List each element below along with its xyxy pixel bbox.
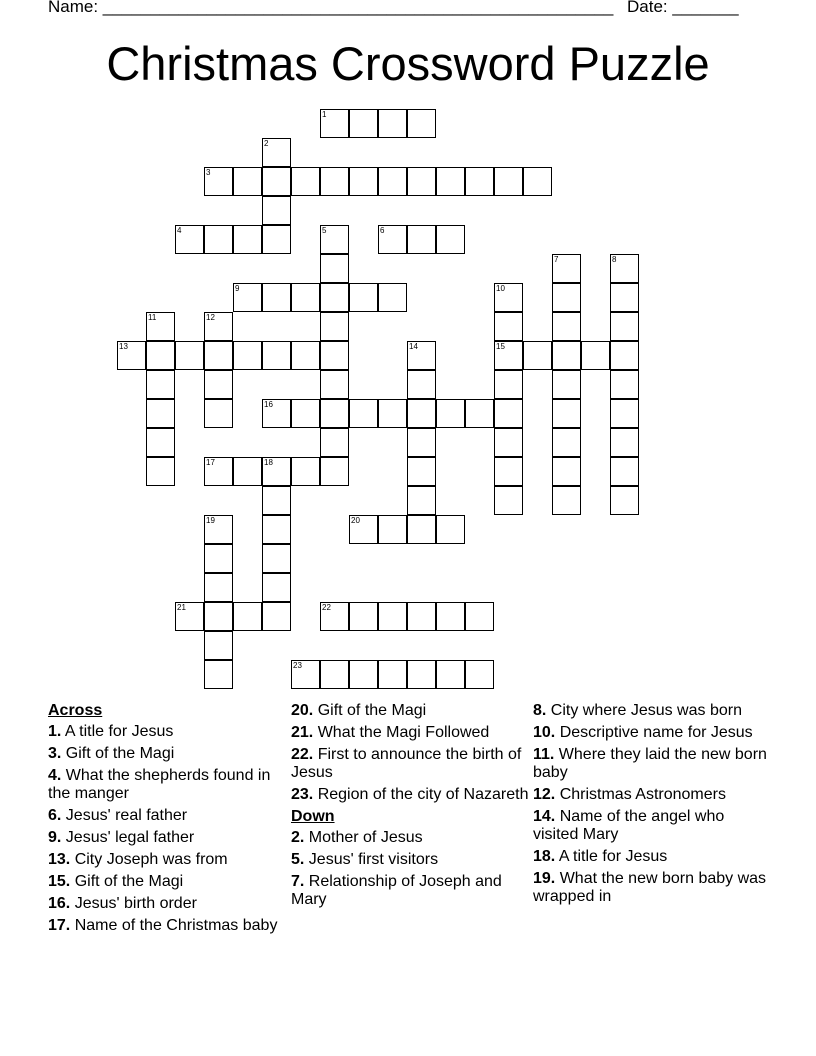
grid-cell[interactable] [320,457,349,486]
grid-cell[interactable] [407,602,436,631]
clue-item-number: 5. [291,851,305,868]
grid-cell[interactable] [291,283,320,312]
grid-cell[interactable] [291,399,320,428]
grid-cell[interactable] [378,602,407,631]
grid-cell[interactable] [320,428,349,457]
grid-cell[interactable] [436,225,465,254]
clue-number: 9 [235,284,240,293]
clue-item-text: What the shepherds found in the manger [48,767,271,802]
grid-cell[interactable] [204,399,233,428]
grid-cell[interactable] [407,167,436,196]
grid-cell[interactable] [320,167,349,196]
clue-item-text: Name of the Christmas baby [70,917,278,934]
clue-item [48,917,288,935]
clue-item-text: First to announce the birth of Jesus [291,746,522,781]
grid-cell[interactable] [581,341,610,370]
clue-item [48,723,288,741]
grid-cell[interactable] [610,341,639,370]
clue-item-text: City where Jesus was born [546,702,742,719]
clue-item-text: City Joseph was from [70,851,228,868]
clue-item-number: 16. [48,895,71,912]
grid-cell[interactable] [378,399,407,428]
grid-cell[interactable] [262,515,291,544]
grid-cell[interactable] [175,225,204,254]
clue-item [291,829,531,847]
clue-item [48,745,288,763]
grid-cell[interactable] [407,486,436,515]
clue-item-number: 21. [291,724,314,741]
clue-item-text: Jesus' first visitors [304,851,439,868]
grid-cell[interactable] [262,341,291,370]
grid-cell[interactable] [378,283,407,312]
grid-cell[interactable] [204,312,233,341]
clue-item-text: Relationship of Joseph and Mary [291,873,502,908]
grid-cell[interactable] [349,660,378,689]
grid-cell[interactable] [494,370,523,399]
down-clue-list-continued [533,702,773,906]
grid-cell[interactable] [320,399,349,428]
name-field-label: Name: ______________________________________________________ [48,0,614,16]
clue-item-text: Region of the city of Nazareth [313,786,529,803]
grid-cell[interactable] [320,341,349,370]
grid-cell[interactable] [610,428,639,457]
clue-number: 16 [264,400,273,409]
grid-cell[interactable] [262,457,291,486]
grid-cell[interactable] [552,312,581,341]
clues-column-1 [48,702,288,939]
grid-cell[interactable] [349,602,378,631]
clue-item [291,746,531,782]
grid-cell[interactable] [204,167,233,196]
grid-cell[interactable] [233,341,262,370]
grid-cell[interactable] [320,602,349,631]
grid-cell[interactable] [146,428,175,457]
grid-cell[interactable] [233,225,262,254]
grid-cell[interactable] [465,602,494,631]
grid-cell[interactable] [494,399,523,428]
clue-number: 8 [612,255,617,264]
grid-cell[interactable] [436,167,465,196]
clue-item-text: Jesus' legal father [61,829,195,846]
clue-item-number: 18. [533,848,556,865]
clue-number: 15 [496,342,505,351]
grid-cell[interactable] [204,573,233,602]
clue-number: 7 [554,255,559,264]
clue-item-text: Christmas Astronomers [555,786,726,803]
grid-cell[interactable] [407,370,436,399]
grid-cell[interactable] [262,167,291,196]
across-heading: Across [48,702,103,719]
grid-cell[interactable] [378,225,407,254]
clue-item [533,746,773,782]
grid-cell[interactable] [175,341,204,370]
clue-item [533,808,773,844]
grid-cell[interactable] [378,660,407,689]
grid-cell[interactable] [552,428,581,457]
grid-cell[interactable] [349,283,378,312]
grid-cell[interactable] [349,399,378,428]
grid-cell[interactable] [146,341,175,370]
clue-number: 23 [293,661,302,670]
grid-cell[interactable] [407,109,436,138]
clue-item-number: 17. [48,917,71,934]
clue-item [48,807,288,825]
clue-item-number: 3. [48,745,62,762]
grid-cell[interactable] [204,457,233,486]
clue-item [48,895,288,913]
grid-cell[interactable] [262,544,291,573]
grid-cell[interactable] [233,167,262,196]
grid-cell[interactable] [204,370,233,399]
grid-cell[interactable] [610,283,639,312]
grid-cell[interactable] [552,399,581,428]
clue-item-text: Name of the angel who visited Mary [533,808,725,843]
grid-cell[interactable] [407,457,436,486]
clue-number: 22 [322,603,331,612]
grid-cell[interactable] [320,370,349,399]
grid-cell[interactable] [175,602,204,631]
clue-item [533,786,773,804]
clue-number: 4 [177,226,182,235]
clue-item [291,851,531,869]
grid-cell[interactable] [610,312,639,341]
clue-item-number: 12. [533,786,556,803]
clue-number: 13 [119,342,128,351]
clue-item-number: 10. [533,724,556,741]
grid-cell[interactable] [465,167,494,196]
clue-number: 10 [496,284,505,293]
grid-cell[interactable] [291,341,320,370]
clue-item [48,873,288,891]
clue-item-number: 6. [48,807,62,824]
grid-cell[interactable] [204,544,233,573]
grid-cell[interactable] [436,399,465,428]
clue-number: 1 [322,110,327,119]
clue-item [48,767,288,803]
grid-cell[interactable] [320,225,349,254]
grid-cell[interactable] [233,602,262,631]
grid-cell[interactable] [262,225,291,254]
grid-cell[interactable] [204,341,233,370]
grid-cell[interactable] [146,399,175,428]
grid-cell[interactable] [262,602,291,631]
grid-cell[interactable] [233,283,262,312]
grid-cell[interactable] [204,602,233,631]
grid-cell[interactable] [494,167,523,196]
clue-item-text: What the new born baby was wrapped in [533,870,767,905]
grid-cell[interactable] [523,167,552,196]
down-clue-list [291,829,531,909]
grid-cell[interactable] [552,370,581,399]
grid-cell[interactable] [407,341,436,370]
grid-cell[interactable] [610,370,639,399]
clue-item-number: 7. [291,873,305,890]
grid-cell[interactable] [465,660,494,689]
clue-item-text: Gift of the Magi [70,873,184,890]
grid-cell[interactable] [262,138,291,167]
clue-item-number: 11. [533,746,555,763]
grid-cell[interactable] [494,283,523,312]
clue-number: 20 [351,516,360,525]
grid-cell[interactable] [204,515,233,544]
clue-item [533,848,773,866]
grid-cell[interactable] [291,660,320,689]
grid-cell[interactable] [552,254,581,283]
grid-cell[interactable] [494,457,523,486]
clue-item-text: A title for Jesus [555,848,668,865]
grid-cell[interactable] [610,457,639,486]
grid-cell[interactable] [494,341,523,370]
clue-item-number: 1. [48,723,62,740]
clue-item [533,870,773,906]
grid-cell[interactable] [204,631,233,660]
date-field-label: Date: _______ [627,0,739,16]
clue-number: 18 [264,458,273,467]
grid-cell[interactable] [146,457,175,486]
clue-item-number: 9. [48,829,62,846]
grid-cell[interactable] [291,457,320,486]
grid-cell[interactable] [262,486,291,515]
clue-number: 17 [206,458,215,467]
clue-item-text: Where they laid the new born baby [533,746,767,781]
grid-cell[interactable] [436,660,465,689]
grid-cell[interactable] [262,196,291,225]
grid-cell[interactable] [204,660,233,689]
clue-number: 6 [380,226,385,235]
grid-cell[interactable] [407,515,436,544]
clue-item-number: 23. [291,786,314,803]
clue-number: 11 [148,313,157,322]
grid-cell[interactable] [494,428,523,457]
grid-cell[interactable] [494,312,523,341]
grid-cell[interactable] [407,225,436,254]
clue-item-number: 13. [48,851,71,868]
clue-item-text: Gift of the Magi [61,745,175,762]
grid-cell[interactable] [552,283,581,312]
grid-cell[interactable] [494,486,523,515]
grid-cell[interactable] [320,109,349,138]
clue-item-number: 2. [291,829,305,846]
clue-item-number: 22. [291,746,314,763]
clue-number: 2 [264,139,269,148]
grid-cell[interactable] [117,341,146,370]
clue-item [291,873,531,909]
grid-cell[interactable] [320,254,349,283]
grid-cell[interactable] [378,109,407,138]
grid-cell[interactable] [610,486,639,515]
grid-cell[interactable] [378,167,407,196]
grid-cell[interactable] [552,486,581,515]
clue-item-number: 15. [48,873,71,890]
grid-cell[interactable] [320,660,349,689]
clue-number: 12 [206,313,215,322]
grid-cell[interactable] [465,399,494,428]
clue-number: 21 [177,603,186,612]
grid-cell[interactable] [233,457,262,486]
clue-item-text: What the Magi Followed [313,724,490,741]
clue-item-text: Jesus' real father [61,807,188,824]
clue-item-number: 8. [533,702,547,719]
clues-column-3 [533,702,773,910]
clue-item-number: 4. [48,767,62,784]
grid-cell[interactable] [320,312,349,341]
clue-number: 5 [322,226,327,235]
clue-item-text: Descriptive name for Jesus [555,724,753,741]
clue-item [533,724,773,742]
page-title: Christmas Crossword Puzzle [106,37,710,90]
grid-cell[interactable] [610,254,639,283]
clue-item [291,702,531,720]
clue-number: 14 [409,342,418,351]
clue-number: 19 [206,516,215,525]
clue-number: 3 [206,168,211,177]
grid-cell[interactable] [146,312,175,341]
grid-cell[interactable] [407,399,436,428]
clue-item-text: Jesus' birth order [70,895,197,912]
clue-item-text: Mother of Jesus [304,829,423,846]
grid-cell[interactable] [552,457,581,486]
grid-cell[interactable] [262,283,291,312]
grid-cell[interactable] [204,225,233,254]
clue-item [48,851,288,869]
clue-item-number: 14. [533,808,556,825]
across-clue-list [48,723,288,935]
grid-cell[interactable] [349,109,378,138]
clue-item [48,829,288,847]
clue-item-number: 20. [291,702,314,719]
grid-cell[interactable] [146,370,175,399]
across-clue-list-continued [291,702,531,804]
grid-cell[interactable] [552,341,581,370]
clue-item-text: A title for Jesus [61,723,174,740]
clue-item [533,702,773,720]
grid-cell[interactable] [378,515,407,544]
clue-item-text: Gift of the Magi [313,702,427,719]
down-heading: Down [291,808,335,825]
grid-cell[interactable] [407,428,436,457]
grid-cell[interactable] [436,602,465,631]
clue-item [291,724,531,742]
grid-cell[interactable] [262,573,291,602]
grid-cell[interactable] [349,167,378,196]
clues-column-2 [291,702,531,913]
clue-item [291,786,531,804]
grid-cell[interactable] [262,399,291,428]
grid-cell[interactable] [610,399,639,428]
grid-cell[interactable] [407,660,436,689]
grid-cell[interactable] [436,515,465,544]
grid-cell[interactable] [320,283,349,312]
clue-item-number: 19. [533,870,556,887]
grid-cell[interactable] [523,341,552,370]
grid-cell[interactable] [349,515,378,544]
grid-cell[interactable] [291,167,320,196]
